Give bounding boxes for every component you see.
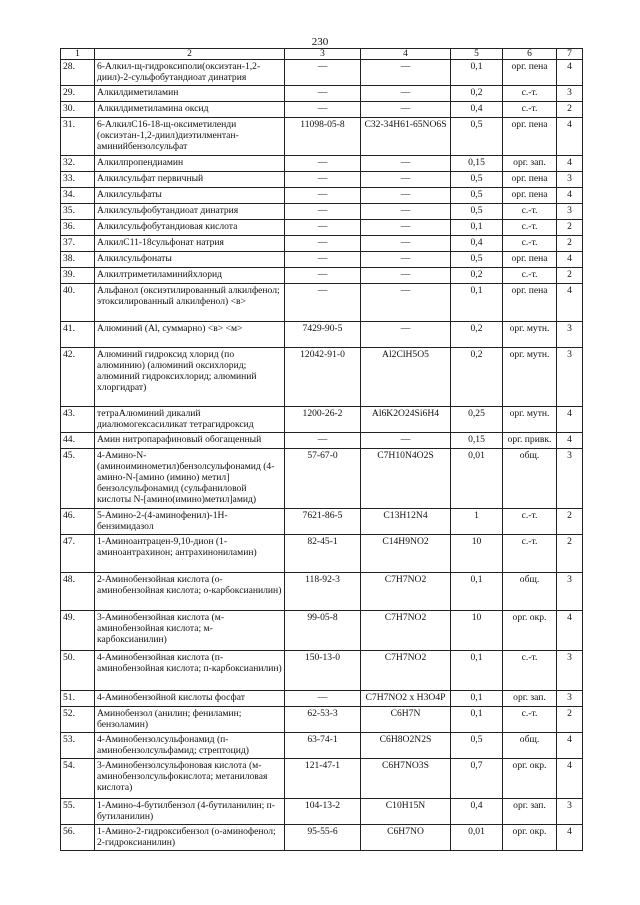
substance-name: АлкилС11-18сульфонат натрия bbox=[95, 236, 285, 252]
limit-value: 0,15 bbox=[451, 433, 503, 449]
row-number: 56. bbox=[61, 825, 95, 851]
row-number: 47. bbox=[61, 535, 95, 573]
chemical-formula: — bbox=[361, 433, 451, 449]
limit-value: 0,01 bbox=[451, 449, 503, 509]
table-row bbox=[61, 651, 583, 691]
row-number: 55. bbox=[61, 799, 95, 825]
substance-name: 3-Аминобензолсульфоновая кислота (м-аминобензолсульфокислота; метаниловая кислота) bbox=[95, 759, 285, 799]
chemical-formula: — bbox=[361, 188, 451, 204]
substance-name: 4-Аминобензойной кислоты фосфат bbox=[95, 691, 285, 707]
cas-number: — bbox=[285, 284, 361, 322]
hazard-indicator: с.-т. bbox=[503, 204, 557, 220]
chemical-formula: C7H7NO2 bbox=[361, 651, 451, 691]
limit-value: 0,1 bbox=[451, 691, 503, 707]
chemical-formula: — bbox=[361, 156, 451, 172]
cas-number: 12042-91-0 bbox=[285, 348, 361, 407]
limit-value: 0,1 bbox=[451, 651, 503, 691]
hazard-class: 3 bbox=[557, 799, 583, 825]
row-number: 51. bbox=[61, 691, 95, 707]
hazard-indicator: общ. bbox=[503, 449, 557, 509]
hazard-indicator: орг. пена bbox=[503, 172, 557, 188]
row-number: 53. bbox=[61, 733, 95, 759]
limit-value: 0,5 bbox=[451, 204, 503, 220]
cas-number: — bbox=[285, 60, 361, 86]
chemical-formula: C10H15N bbox=[361, 799, 451, 825]
row-number: 34. bbox=[61, 188, 95, 204]
cas-number: 99-05-8 bbox=[285, 611, 361, 651]
hazard-class: 4 bbox=[557, 118, 583, 156]
chemical-formula: — bbox=[361, 268, 451, 284]
limit-value: 0,2 bbox=[451, 268, 503, 284]
table-row bbox=[61, 322, 583, 348]
chemical-formula: Al2ClH5O5 bbox=[361, 348, 451, 407]
substance-name: 5-Амино-2-(4-аминофенил)-1Н-бензимидазол bbox=[95, 509, 285, 535]
cas-number: 118-92-3 bbox=[285, 573, 361, 611]
limit-value: 0,1 bbox=[451, 573, 503, 611]
hazard-indicator: орг. зап. bbox=[503, 156, 557, 172]
chemical-formula: C6H7N bbox=[361, 707, 451, 733]
cas-number: — bbox=[285, 236, 361, 252]
substance-name: Алюминий (Al, суммарно) <в> <м> bbox=[95, 322, 285, 348]
cas-number: — bbox=[285, 268, 361, 284]
chemical-formula: — bbox=[361, 60, 451, 86]
table-row bbox=[61, 268, 583, 284]
hazard-indicator: орг. зап. bbox=[503, 799, 557, 825]
table-row bbox=[61, 691, 583, 707]
row-number: 52. bbox=[61, 707, 95, 733]
chemical-formula: C6H7NO3S bbox=[361, 759, 451, 799]
substance-name: Алкилдиметиламина оксид bbox=[95, 102, 285, 118]
cas-number: 57-67-0 bbox=[285, 449, 361, 509]
chemical-formula: C7H7NO2 bbox=[361, 611, 451, 651]
substance-name: 1-Аминоантрацен-9,10-дион (1-аминоантрахинон; антрахинониламин) bbox=[95, 535, 285, 573]
cas-number: 121-47-1 bbox=[285, 759, 361, 799]
table-row bbox=[61, 102, 583, 118]
hazard-class: 4 bbox=[557, 825, 583, 851]
limit-value: 0,4 bbox=[451, 236, 503, 252]
chemical-formula: — bbox=[361, 204, 451, 220]
limit-value: 0,2 bbox=[451, 86, 503, 102]
row-number: 41. bbox=[61, 322, 95, 348]
substance-name: 1-Амино-4-бутилбензол (4-бутиланилин; п-бутиланилин) bbox=[95, 799, 285, 825]
substance-name: Альфанол (оксиэтилированный алкилфенол; этоксилированный алкилфенол) <в> bbox=[95, 284, 285, 322]
cas-number: — bbox=[285, 252, 361, 268]
row-number: 40. bbox=[61, 284, 95, 322]
hazard-indicator: с.-т. bbox=[503, 707, 557, 733]
chemical-formula: — bbox=[361, 322, 451, 348]
cas-number: — bbox=[285, 220, 361, 236]
hazard-indicator: с.-т. bbox=[503, 102, 557, 118]
hazard-indicator: с.-т. bbox=[503, 651, 557, 691]
table-row bbox=[61, 156, 583, 172]
table-row bbox=[61, 407, 583, 433]
hazard-indicator: общ. bbox=[503, 733, 557, 759]
table-row bbox=[61, 60, 583, 86]
limit-value: 0,5 bbox=[451, 252, 503, 268]
table-row bbox=[61, 449, 583, 509]
limit-value: 0,15 bbox=[451, 156, 503, 172]
hazard-indicator: с.-т. bbox=[503, 236, 557, 252]
column-header: 5 bbox=[451, 49, 503, 60]
limit-value: 0,01 bbox=[451, 825, 503, 851]
chemical-formula: — bbox=[361, 252, 451, 268]
chemical-formula: — bbox=[361, 284, 451, 322]
hazard-indicator: орг. привк. bbox=[503, 433, 557, 449]
chemical-formula: — bbox=[361, 172, 451, 188]
cas-number: — bbox=[285, 691, 361, 707]
substance-name: Амин нитропарафиновый обогащенный bbox=[95, 433, 285, 449]
hazard-class: 4 bbox=[557, 759, 583, 799]
table-row bbox=[61, 611, 583, 651]
substance-name: 2-Аминобензойная кислота (о-аминобензойная кислота; о-карбоксианилин) bbox=[95, 573, 285, 611]
table-row bbox=[61, 433, 583, 449]
row-number: 44. bbox=[61, 433, 95, 449]
substance-name: Алкилдиметиламин bbox=[95, 86, 285, 102]
hazard-class: 4 bbox=[557, 188, 583, 204]
hazard-class: 3 bbox=[557, 651, 583, 691]
table-row bbox=[61, 172, 583, 188]
limit-value: 0,4 bbox=[451, 102, 503, 118]
limit-value: 0,7 bbox=[451, 759, 503, 799]
chemical-formula: C6H8O2N2S bbox=[361, 733, 451, 759]
cas-number: — bbox=[285, 433, 361, 449]
limit-value: 0,1 bbox=[451, 220, 503, 236]
row-number: 49. bbox=[61, 611, 95, 651]
hazard-class: 4 bbox=[557, 60, 583, 86]
hazard-indicator: орг. окр. bbox=[503, 759, 557, 799]
row-number: 35. bbox=[61, 204, 95, 220]
chemical-formula: — bbox=[361, 102, 451, 118]
column-header: 3 bbox=[285, 49, 361, 60]
hazard-indicator: орг. мутн. bbox=[503, 407, 557, 433]
table-row bbox=[61, 118, 583, 156]
chemical-formula: C7H10N4O2S bbox=[361, 449, 451, 509]
cas-number: — bbox=[285, 204, 361, 220]
substance-name: 3-Аминобензойная кислота (м-аминобензойная кислота; м-карбоксианилин) bbox=[95, 611, 285, 651]
column-header: 1 bbox=[61, 49, 95, 60]
hazard-class: 4 bbox=[557, 407, 583, 433]
table-row bbox=[61, 535, 583, 573]
row-number: 39. bbox=[61, 268, 95, 284]
hazard-class: 4 bbox=[557, 156, 583, 172]
hazard-indicator: орг. окр. bbox=[503, 825, 557, 851]
hazard-indicator: с.-т. bbox=[503, 220, 557, 236]
row-number: 31. bbox=[61, 118, 95, 156]
hazard-class: 2 bbox=[557, 509, 583, 535]
cas-number: 11098-05-8 bbox=[285, 118, 361, 156]
table-row bbox=[61, 204, 583, 220]
hazard-class: 3 bbox=[557, 204, 583, 220]
page-number: 230 bbox=[311, 36, 329, 48]
limit-value: 0,5 bbox=[451, 733, 503, 759]
hazard-class: 3 bbox=[557, 172, 583, 188]
substance-name: Алкилсульфобутандиовая кислота bbox=[95, 220, 285, 236]
limit-value: 0,25 bbox=[451, 407, 503, 433]
cas-number: 95-55-6 bbox=[285, 825, 361, 851]
limit-value: 0,5 bbox=[451, 172, 503, 188]
row-number: 48. bbox=[61, 573, 95, 611]
hazard-indicator: с.-т. bbox=[503, 268, 557, 284]
hazard-indicator: с.-т. bbox=[503, 535, 557, 573]
cas-number: — bbox=[285, 102, 361, 118]
table-row bbox=[61, 825, 583, 851]
cas-number: 82-45-1 bbox=[285, 535, 361, 573]
table-row bbox=[61, 573, 583, 611]
chemical-formula: — bbox=[361, 86, 451, 102]
substance-name: Алкилсульфат первичный bbox=[95, 172, 285, 188]
chemical-formula: C7H7NO2 bbox=[361, 573, 451, 611]
row-number: 38. bbox=[61, 252, 95, 268]
hazard-indicator: орг. мутн. bbox=[503, 322, 557, 348]
row-number: 42. bbox=[61, 348, 95, 407]
hazard-indicator: орг. мутн. bbox=[503, 348, 557, 407]
substance-name: 1-Амино-2-гидроксибензол (о-аминофенол; 2-гидроксианилин) bbox=[95, 825, 285, 851]
table-row bbox=[61, 733, 583, 759]
hazard-indicator: орг. пена bbox=[503, 188, 557, 204]
hazard-class: 3 bbox=[557, 573, 583, 611]
column-numbers-row bbox=[61, 49, 583, 60]
hazard-class: 4 bbox=[557, 433, 583, 449]
chemical-formula: C13H12N4 bbox=[361, 509, 451, 535]
row-number: 30. bbox=[61, 102, 95, 118]
table-row bbox=[61, 509, 583, 535]
row-number: 32. bbox=[61, 156, 95, 172]
hazard-class: 2 bbox=[557, 102, 583, 118]
cas-number: 150-13-0 bbox=[285, 651, 361, 691]
table-row bbox=[61, 707, 583, 733]
chemical-formula: — bbox=[361, 220, 451, 236]
hazard-indicator: орг. пена bbox=[503, 252, 557, 268]
cas-number: — bbox=[285, 172, 361, 188]
row-number: 50. bbox=[61, 651, 95, 691]
chemical-formula: Al6K2O24Si6H4 bbox=[361, 407, 451, 433]
table-row bbox=[61, 284, 583, 322]
row-number: 46. bbox=[61, 509, 95, 535]
hazard-class: 2 bbox=[557, 535, 583, 573]
substance-name: Алкилсульфаты bbox=[95, 188, 285, 204]
hazard-indicator: орг. зап. bbox=[503, 691, 557, 707]
cas-number: — bbox=[285, 188, 361, 204]
substance-name: Алкилсульфобутандиоат динатрия bbox=[95, 204, 285, 220]
table-row bbox=[61, 759, 583, 799]
hazard-class: 4 bbox=[557, 284, 583, 322]
substance-name: тетраАлюминий дикалий диалюмогексасиликат тетрагидроксид bbox=[95, 407, 285, 433]
hazard-indicator: орг. пена bbox=[503, 60, 557, 86]
hazard-class: 2 bbox=[557, 236, 583, 252]
hazard-class: 4 bbox=[557, 733, 583, 759]
limit-value: 0,1 bbox=[451, 284, 503, 322]
limit-value: 0,1 bbox=[451, 60, 503, 86]
limit-value: 0,4 bbox=[451, 799, 503, 825]
column-header: 4 bbox=[361, 49, 451, 60]
hazard-class: 2 bbox=[557, 220, 583, 236]
substance-name: 4-Амино-N-(аминоиминометил)бензолсульфонамид (4- амино-N-[амино (имино) метил] бензолсульфонамид (сульфаниловой кислоты N-[амино(имино)метил]амид) bbox=[95, 449, 285, 509]
chemical-formula: C7H7NO2 x H3O4P bbox=[361, 691, 451, 707]
table-row bbox=[61, 348, 583, 407]
row-number: 36. bbox=[61, 220, 95, 236]
cas-number: 7621-86-5 bbox=[285, 509, 361, 535]
substance-name: Аминобензол (анилин; фениламин; бензоламин) bbox=[95, 707, 285, 733]
limit-value: 1 bbox=[451, 509, 503, 535]
chemical-formula: C14H9NO2 bbox=[361, 535, 451, 573]
substance-name: 4-Аминобензойная кислота (п-аминобензойная кислота; п-карбоксианилин) bbox=[95, 651, 285, 691]
cas-number: — bbox=[285, 86, 361, 102]
limit-value: 10 bbox=[451, 611, 503, 651]
hazard-class: 3 bbox=[557, 322, 583, 348]
hazard-class: 3 bbox=[557, 348, 583, 407]
substance-name: Алкилпропендиамин bbox=[95, 156, 285, 172]
hazard-indicator: орг. пена bbox=[503, 284, 557, 322]
row-number: 28. bbox=[61, 60, 95, 86]
column-header: 7 bbox=[557, 49, 583, 60]
limit-value: 0,2 bbox=[451, 348, 503, 407]
chemical-formula: — bbox=[361, 236, 451, 252]
hazard-indicator: орг. окр. bbox=[503, 611, 557, 651]
hazard-indicator: орг. пена bbox=[503, 118, 557, 156]
substances-table bbox=[60, 48, 583, 851]
cas-number: 62-53-3 bbox=[285, 707, 361, 733]
cas-number: — bbox=[285, 156, 361, 172]
row-number: 37. bbox=[61, 236, 95, 252]
row-number: 45. bbox=[61, 449, 95, 509]
hazard-indicator: общ. bbox=[503, 573, 557, 611]
cas-number: 1200-26-2 bbox=[285, 407, 361, 433]
row-number: 33. bbox=[61, 172, 95, 188]
hazard-class: 2 bbox=[557, 707, 583, 733]
table-row bbox=[61, 799, 583, 825]
limit-value: 0,5 bbox=[451, 188, 503, 204]
substance-name: Алкилтриметиламинийхлорид bbox=[95, 268, 285, 284]
hazard-indicator: с.-т. bbox=[503, 509, 557, 535]
substance-name: Алкилсульфонаты bbox=[95, 252, 285, 268]
substance-name: 6-Алкил-щ-гидроксиполи(оксиэтан-1,2-диил)-2-сульфобутандиоат динатрия bbox=[95, 60, 285, 86]
limit-value: 0,2 bbox=[451, 322, 503, 348]
hazard-class: 4 bbox=[557, 252, 583, 268]
chemical-formula: C32-34H61-65NO6S bbox=[361, 118, 451, 156]
row-number: 43. bbox=[61, 407, 95, 433]
hazard-class: 4 bbox=[557, 611, 583, 651]
column-header: 2 bbox=[95, 49, 285, 60]
row-number: 29. bbox=[61, 86, 95, 102]
limit-value: 0,5 bbox=[451, 118, 503, 156]
limit-value: 10 bbox=[451, 535, 503, 573]
limit-value: 0,1 bbox=[451, 707, 503, 733]
table-row bbox=[61, 220, 583, 236]
table-row bbox=[61, 86, 583, 102]
hazard-class: 3 bbox=[557, 86, 583, 102]
table-row bbox=[61, 236, 583, 252]
table-body bbox=[61, 60, 583, 851]
substance-name: Алюминий гидроксид хлорид (по алюминию) (алюминий оксихлорид; алюминий гидроксихлорид; алюминий хлоргидрат) bbox=[95, 348, 285, 407]
column-header: 6 bbox=[503, 49, 557, 60]
substance-name: 6-АлкилС16-18-щ-оксиметиленди (оксиэтан-1,2-диил)диэтилментан-аминийбензолсульфат bbox=[95, 118, 285, 156]
chemical-formula: C6H7NO bbox=[361, 825, 451, 851]
cas-number: 63-74-1 bbox=[285, 733, 361, 759]
hazard-indicator: с.-т. bbox=[503, 86, 557, 102]
row-number: 54. bbox=[61, 759, 95, 799]
cas-number: 7429-90-5 bbox=[285, 322, 361, 348]
cas-number: 104-13-2 bbox=[285, 799, 361, 825]
substance-name: 4-Аминобензолсульфонамид (п-аминобензолсульфамид; стрептоцид) bbox=[95, 733, 285, 759]
table-row bbox=[61, 252, 583, 268]
table-row bbox=[61, 188, 583, 204]
hazard-class: 3 bbox=[557, 449, 583, 509]
hazard-class: 2 bbox=[557, 268, 583, 284]
hazard-class: 3 bbox=[557, 691, 583, 707]
